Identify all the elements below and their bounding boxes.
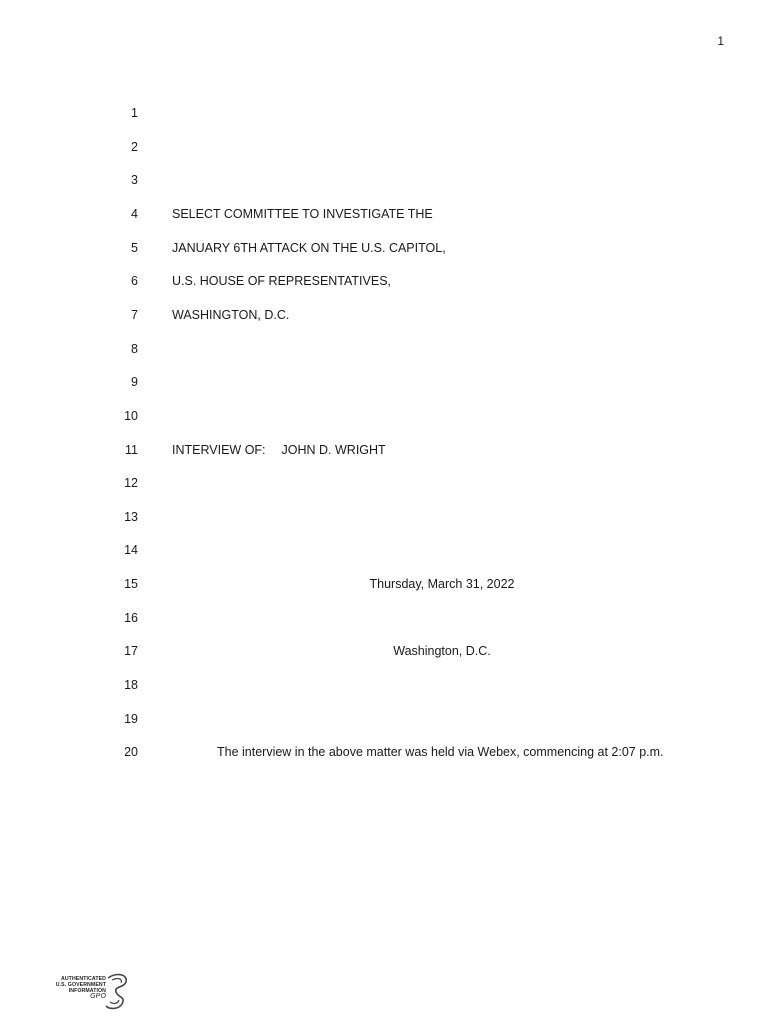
line-text: Thursday, March 31, 2022	[369, 577, 515, 592]
line-number: 8	[131, 341, 138, 356]
transcript-line	[0, 375, 770, 395]
transcript-line	[0, 745, 770, 765]
line-number: 14	[124, 543, 138, 558]
transcript-line	[0, 106, 770, 126]
transcript-line	[0, 644, 770, 664]
transcript-line	[0, 140, 770, 160]
line-number: 17	[124, 644, 138, 659]
line-number: 9	[131, 375, 138, 390]
line-number: 16	[124, 610, 138, 625]
transcript-line	[0, 443, 770, 463]
line-number: 6	[131, 274, 138, 289]
line-number: 7	[131, 307, 138, 322]
transcript-line	[0, 712, 770, 732]
line-number: 20	[124, 745, 138, 760]
line-number: 1	[131, 106, 138, 120]
line-text: U.S. HOUSE OF REPRESENTATIVES,	[172, 274, 392, 289]
transcript-line	[0, 342, 770, 362]
transcript-line	[0, 173, 770, 193]
interviewee-line	[172, 443, 386, 457]
transcript-line	[0, 510, 770, 530]
transcript-line	[0, 409, 770, 429]
transcript-line	[0, 678, 770, 698]
line-text: JANUARY 6TH ATTACK ON THE U.S. CAPITOL,	[172, 240, 446, 255]
interview-label: INTERVIEW OF:	[172, 442, 266, 457]
transcript-line	[0, 207, 770, 227]
line-number: 18	[124, 678, 138, 693]
line-number: 15	[124, 577, 138, 592]
transcript-line	[0, 577, 770, 597]
transcript-line	[0, 543, 770, 563]
gpo-authentication-seal	[44, 972, 134, 1018]
line-number: 19	[124, 711, 138, 726]
line-text: WASHINGTON, D.C.	[172, 307, 290, 322]
page-number: 1	[717, 34, 724, 48]
transcript-line	[0, 241, 770, 261]
line-number: 4	[131, 206, 138, 221]
transcript-line	[0, 274, 770, 294]
line-text: The interview in the above matter was held via Webex, commencing at 2:07 p.m.	[217, 745, 664, 760]
transcript-line	[0, 308, 770, 328]
line-number: 2	[131, 139, 138, 154]
seal-text: AUTHENTICATED U.S. GOVERNMENT INFORMATION GPO	[55, 976, 106, 1000]
line-number: 12	[124, 476, 138, 491]
line-number: 5	[131, 240, 138, 255]
transcript-line	[0, 611, 770, 631]
line-text: Washington, D.C.	[393, 644, 491, 659]
interviewee-name: JOHN D. WRIGHT	[281, 442, 386, 457]
eagle-icon	[102, 972, 132, 1012]
line-number: 10	[124, 408, 138, 423]
line-text: SELECT COMMITTEE TO INVESTIGATE THE	[172, 206, 433, 221]
line-number: 13	[124, 509, 138, 524]
line-number: 3	[131, 173, 138, 188]
line-number: 11	[125, 442, 138, 457]
transcript-line	[0, 476, 770, 496]
